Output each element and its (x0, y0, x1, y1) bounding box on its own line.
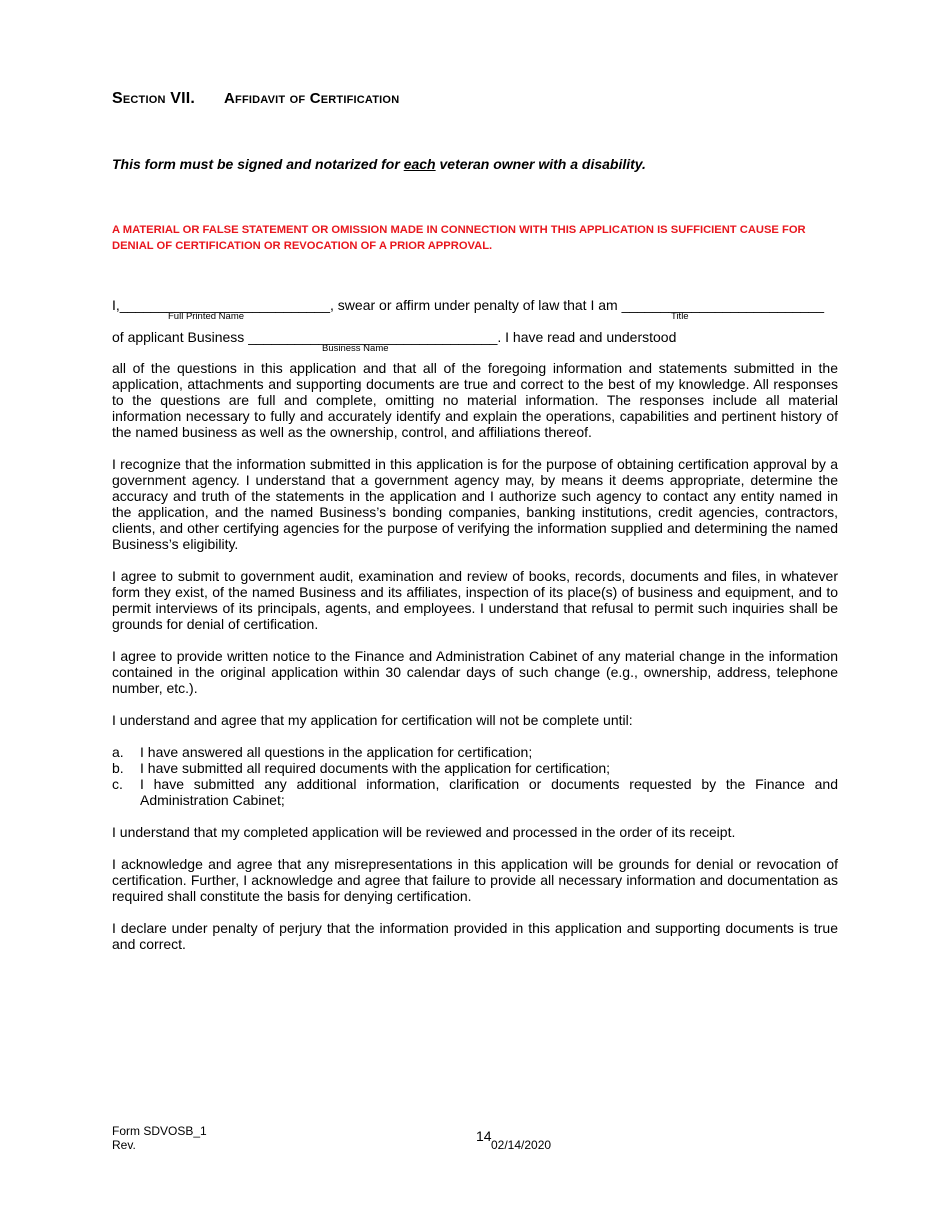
paragraph: all of the questions in this application and that all of the foregoing information and statements submitted in the application, attachments and supporting documents are true and correct to the best of my knowledge. All responses to the questions are full and complete, omitting no material information. The responses include all material information necessary to fully and accurately identify and explain the operations, capabilities and pertinent history of the named business as well as the ownership, control, and affiliations thereof. (112, 360, 838, 440)
notarize-notice (112, 156, 646, 172)
list-item (112, 760, 838, 776)
list-marker: a. (112, 744, 124, 760)
title-caption: Title (671, 311, 689, 322)
section-header (112, 90, 400, 108)
notice-suffix: veteran owner with a disability. (435, 156, 646, 172)
full-name-caption: Full Printed Name (168, 311, 245, 322)
false-statement-warning: A MATERIAL OR FALSE STATEMENT OR OMISSION MADE IN CONNECTION WITH THIS APPLICATION IS SUFFICIENT CAUSE FOR DENIAL OF CERTIFICATION OR REVOCATION OF A PRIOR APPROVAL. (112, 224, 806, 252)
paragraph: I agree to provide written notice to the Finance and Administration Cabinet of any material change in the information contained in the original application within 30 calendar days of such change (e.g., ownership, address, telephone number, etc.). (112, 648, 838, 696)
section-label: Section VII. (112, 90, 196, 107)
list-item-text: I have answered all questions in the application for certification; (140, 744, 533, 760)
full-name-field[interactable]: ___________________________ (119, 297, 331, 313)
business-line (112, 329, 676, 345)
notice-prefix: This form must be signed and notarized for (112, 156, 404, 172)
paragraph: I recognize that the information submitted in this application is for the purpose of obtaining certification approval by a government agency. I understand that a government agency may, by means it deems appropriate, determine the accuracy and truth of the statements in the application and I authorize such agency to contact any entity named in the application, and the named Business’s bonding companies, banking institutions, credit agencies, contractors, clients, and other certifying agencies for the purpose of verifying the information supplied and determining the named Business’s eligibility. (112, 456, 838, 552)
title-field[interactable]: __________________________ (621, 297, 825, 313)
affirmation-middle: , swear or affirm under penalty of law that I am (330, 297, 622, 313)
completion-conditions-list (112, 744, 838, 808)
list-item (112, 744, 838, 760)
paragraph: I understand and agree that my application for certification will not be complete until: (112, 712, 633, 728)
form-rev: Rev. (112, 1138, 136, 1152)
section-heading: Affidavit of Certification (224, 90, 400, 107)
business-name-caption: Business Name (322, 343, 389, 354)
paragraph: I agree to submit to government audit, examination and review of books, records, documents and files, in whatever form they exist, of the named Business and its affiliates, inspection of its place(s) of business and equipment, and to permit interviews of its principals, agents, and employees. I understand that refusal to permit such inquiries shall be grounds for denial of certification. (112, 568, 838, 632)
page-number: 14 (476, 1128, 492, 1144)
affirmation-start: I, (112, 297, 120, 313)
list-marker: b. (112, 760, 124, 776)
form-id (112, 1124, 207, 1152)
list-item-text: I have submitted all required documents with the application for certification; (140, 760, 611, 776)
list-marker: c. (112, 776, 123, 792)
business-name-field[interactable]: ________________________________ (248, 329, 498, 345)
business-prefix: of applicant Business (112, 329, 249, 345)
revision-date: 02/14/2020 (491, 1138, 552, 1152)
business-suffix: . I have read and understood (497, 329, 677, 345)
form-name: Form SDVOSB_1 (112, 1124, 207, 1138)
paragraph: I understand that my completed application will be reviewed and processed in the order of its receipt. (112, 824, 736, 840)
paragraph: I declare under penalty of perjury that the information provided in this application and supporting documents is true and correct. (112, 920, 838, 952)
list-item (112, 776, 838, 808)
notice-emphasis: each (403, 156, 436, 172)
affidavit-body (112, 360, 838, 968)
list-item-text: I have submitted any additional information, clarification or documents requested by the Finance and Administration Cabinet; (140, 776, 838, 808)
paragraph: I acknowledge and agree that any misrepresentations in this application will be grounds for denial or revocation of certification. Further, I acknowledge and agree that failure to provide all necessary information and documentation as required shall constitute the basis for denying certification. (112, 856, 838, 904)
